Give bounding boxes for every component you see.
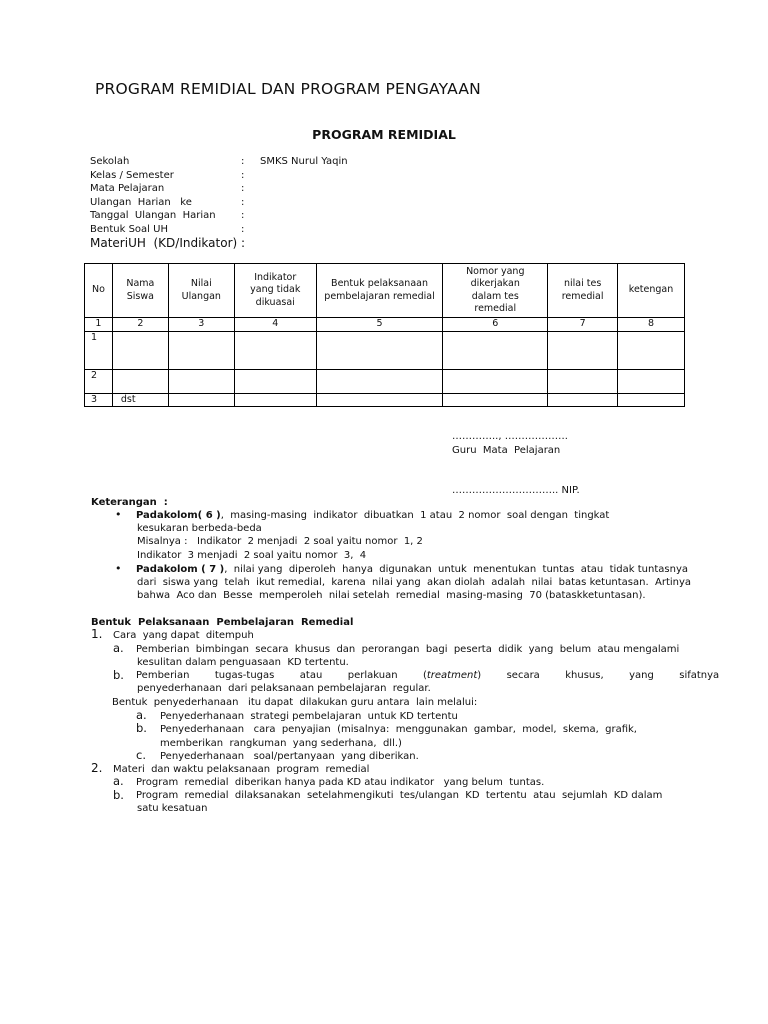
bullet-icon: • bbox=[115, 562, 122, 575]
list-letter: b. bbox=[113, 788, 124, 802]
list-item-text: memberikan rangkuman yang sederhana, dll.) bbox=[160, 738, 402, 749]
column-number: 6 bbox=[443, 318, 548, 332]
column-number: 5 bbox=[316, 318, 443, 332]
table-cell: 1 bbox=[85, 331, 113, 369]
field-value: SMKS Nurul Yaqin bbox=[260, 156, 348, 167]
table-header-row bbox=[85, 264, 685, 318]
field-colon: : bbox=[241, 170, 245, 181]
list-item-text: penyederhanaan dari pelaksanaan pembelajaran regular. bbox=[137, 683, 431, 694]
column-header: Nama Siswa bbox=[112, 264, 168, 318]
list-item-text: Pemberian bimbingan secara khusus dan perorangan bagi peserta didik yang belum atau mengalami bbox=[136, 644, 680, 655]
table-row bbox=[85, 331, 685, 369]
list-item-text: Program remedial diberikan hanya pada KD atau indikator yang belum tuntas. bbox=[136, 777, 545, 788]
column-header: No bbox=[85, 264, 113, 318]
field-colon: : bbox=[241, 197, 245, 208]
table-cell bbox=[548, 331, 618, 369]
field-colon: : bbox=[241, 210, 245, 221]
column-number: 4 bbox=[234, 318, 316, 332]
table-cell: 2 bbox=[85, 369, 113, 393]
list-number: 2. bbox=[91, 761, 103, 775]
field-label: Bentuk Soal UH bbox=[90, 224, 168, 235]
field-label: Kelas / Semester bbox=[90, 170, 174, 181]
list-letter: c. bbox=[136, 748, 146, 762]
note-line: Misalnya : Indikator 2 menjadi 2 soal yaitu nomor 1, 2 bbox=[137, 536, 423, 547]
list-item-text: kesulitan dalam penguasaan KD tertentu. bbox=[137, 657, 349, 668]
section-heading: Bentuk Pelaksanaan Pembelajaran Remedial bbox=[91, 617, 354, 628]
table-cell bbox=[316, 393, 443, 407]
column-header: nilai tes remedial bbox=[548, 264, 618, 318]
signature-place-date: ………….., ………………. bbox=[452, 431, 568, 442]
table-cell bbox=[112, 369, 168, 393]
note-lead: Padakolom( 6 ) bbox=[136, 510, 221, 521]
list-number: 1. bbox=[91, 627, 103, 641]
field-label: Ulangan Harian ke bbox=[90, 197, 192, 208]
list-item-text bbox=[136, 669, 719, 682]
column-number-row bbox=[85, 318, 685, 332]
column-header: ketengan bbox=[618, 264, 685, 318]
column-number: 3 bbox=[168, 318, 234, 332]
table-row bbox=[85, 393, 685, 407]
table-cell bbox=[316, 369, 443, 393]
note-line: kesukaran berbeda-beda bbox=[137, 523, 262, 534]
field-label: Sekolah bbox=[90, 156, 130, 167]
list-letter: a. bbox=[113, 641, 124, 655]
field-row bbox=[0, 169, 768, 183]
table-cell bbox=[168, 331, 234, 369]
text-run-italic: treatment bbox=[426, 670, 478, 681]
field-row bbox=[0, 223, 768, 237]
column-header: Nomor yang dikerjakan dalam tes remedial bbox=[443, 264, 548, 318]
table-cell bbox=[443, 393, 548, 407]
field-colon: : bbox=[241, 224, 245, 235]
note-line: Indikator 3 menjadi 2 soal yaitu nomor 3, 4 bbox=[137, 550, 367, 561]
list-item-text: Penyederhanaan cara penyajian (misalnya: menggunakan gambar, model, skema, grafik, bbox=[160, 724, 637, 735]
list-letter: b. bbox=[113, 668, 124, 682]
table-cell bbox=[548, 369, 618, 393]
column-number: 8 bbox=[618, 318, 685, 332]
field-row bbox=[0, 209, 768, 223]
note-line: bahwa Aco dan Besse memperoleh nilai setelah remedial masing-masing 70 (bataskketuntasan). bbox=[137, 590, 646, 601]
list-item-text: Bentuk penyederhanaan itu dapat dilakukan guru antara lain melalui: bbox=[112, 697, 478, 708]
column-header: Bentuk pelaksanaan pembelajaran remedial bbox=[316, 264, 443, 318]
column-number: 2 bbox=[112, 318, 168, 332]
document-title: PROGRAM REMIDIAL DAN PROGRAM PENGAYAAN bbox=[95, 80, 481, 98]
table-cell bbox=[618, 393, 685, 407]
list-item-text: Program remedial dilaksanakan setelahmengikuti tes/ulangan KD tertentu atau sejumlah KD dalam bbox=[136, 790, 663, 801]
field-label: Mata Pelajaran bbox=[90, 183, 165, 194]
table-cell bbox=[618, 369, 685, 393]
list-item-text: satu kesatuan bbox=[137, 803, 208, 814]
section-title: PROGRAM REMIDIAL bbox=[312, 127, 456, 142]
field-colon: : bbox=[241, 236, 246, 250]
table-cell bbox=[234, 369, 316, 393]
note-line bbox=[136, 563, 688, 576]
column-number: 1 bbox=[85, 318, 113, 332]
note-line bbox=[136, 509, 609, 522]
note-line: dari siswa yang telah ikut remedial, karena nilai yang akan diolah adalah nilai batas ketuntasan. Artinya bbox=[137, 577, 692, 588]
table-cell bbox=[168, 393, 234, 407]
bullet-icon: • bbox=[115, 508, 122, 521]
note-text: , masing-masing indikator dibuatkan 1 atau 2 nomor soal dengan tingkat bbox=[220, 510, 610, 521]
table-cell: 3 bbox=[85, 393, 113, 407]
note-lead: Padakolom ( 7 ) bbox=[136, 564, 225, 575]
field-row bbox=[0, 182, 768, 196]
text-run: ) secara khusus, yang sifatnya bbox=[477, 670, 720, 681]
table-cell bbox=[316, 331, 443, 369]
table-cell bbox=[443, 331, 548, 369]
table-row bbox=[85, 369, 685, 393]
column-header: Indikator yang tidak dikuasai bbox=[234, 264, 316, 318]
table-cell bbox=[234, 331, 316, 369]
field-row bbox=[0, 236, 768, 252]
column-number: 7 bbox=[548, 318, 618, 332]
list-item-text: Cara yang dapat ditempuh bbox=[113, 630, 254, 641]
list-item-text: Penyederhanaan strategi pembelajaran untuk KD tertentu bbox=[160, 711, 458, 722]
field-colon: : bbox=[241, 156, 245, 167]
field-colon: : bbox=[241, 183, 245, 194]
table-cell bbox=[168, 369, 234, 393]
table-cell bbox=[443, 369, 548, 393]
table-cell bbox=[618, 331, 685, 369]
remedial-table bbox=[84, 263, 685, 407]
field-row bbox=[0, 196, 768, 210]
table-cell bbox=[548, 393, 618, 407]
table-cell: dst bbox=[112, 393, 168, 407]
list-item-text: Penyederhanaan soal/pertanyaan yang diberikan. bbox=[160, 751, 419, 762]
list-letter: b. bbox=[136, 721, 147, 735]
text-run: Pemberian tugas-tugas atau perlakuan ( bbox=[136, 670, 427, 681]
list-letter: a. bbox=[136, 708, 147, 722]
table-cell bbox=[234, 393, 316, 407]
signature-nip: ………………………….. NIP. bbox=[452, 485, 580, 496]
note-text: , nilai yang diperoleh hanya digunakan untuk menentukan tuntas atau tidak tuntasnya bbox=[224, 564, 688, 575]
list-item-text: Materi dan waktu pelaksanaan program remedial bbox=[113, 764, 370, 775]
list-letter: a. bbox=[113, 774, 124, 788]
field-label: Tanggal Ulangan Harian bbox=[90, 210, 216, 221]
field-row bbox=[0, 155, 768, 169]
signature-role: Guru Mata Pelajaran bbox=[452, 445, 561, 456]
notes-title: Keterangan : bbox=[91, 497, 168, 508]
column-header: Nilai Ulangan bbox=[168, 264, 234, 318]
table-cell bbox=[112, 331, 168, 369]
field-label: MateriUH (KD/Indikator) bbox=[90, 236, 238, 250]
